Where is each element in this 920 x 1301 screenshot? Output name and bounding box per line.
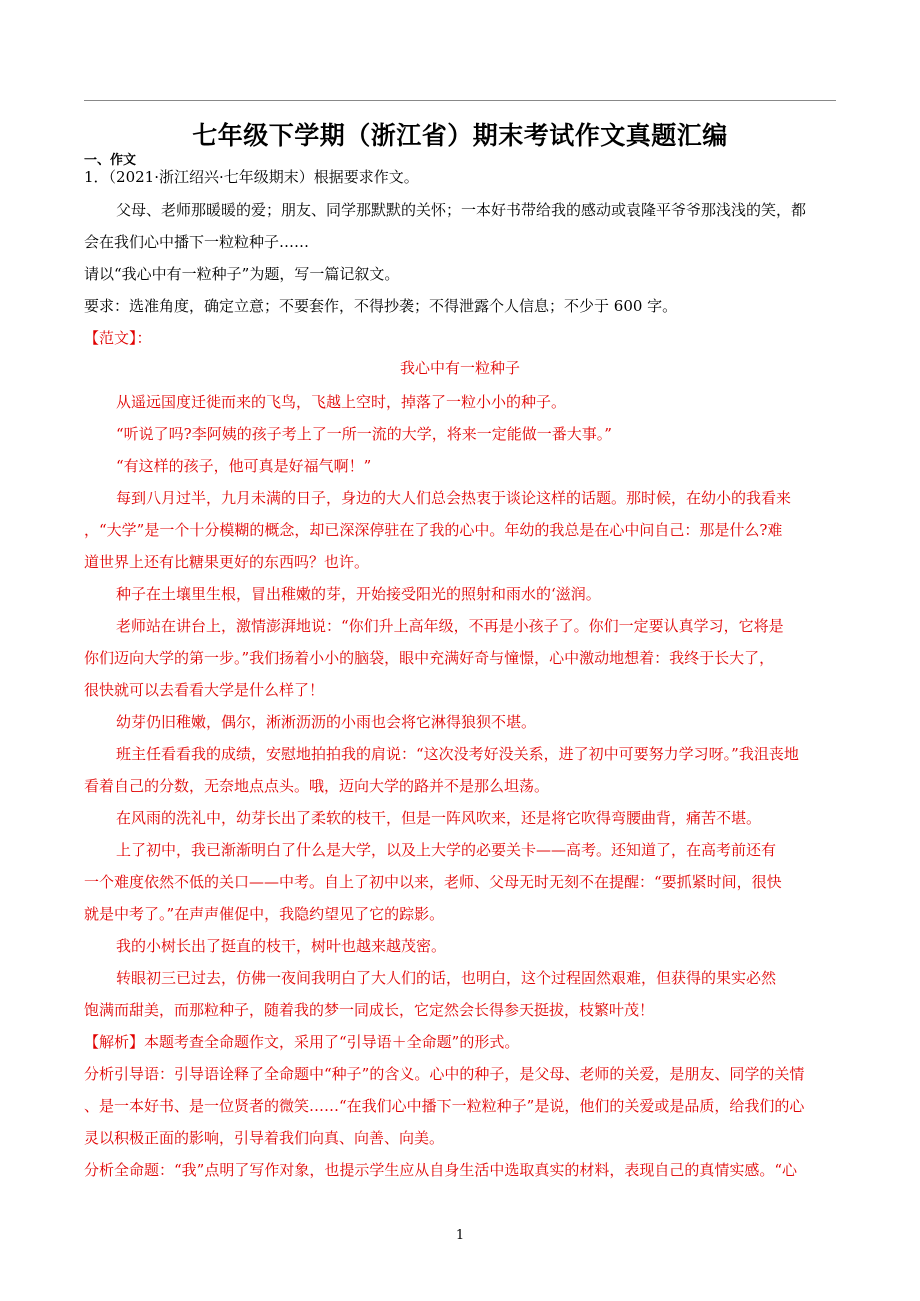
essay-line: 饱满而甜美，而那粒种子，随着我的梦一同成长，它定然会长得参天挺拔，枝繁叶茂！: [84, 1001, 655, 1019]
analysis-line: 灵以积极正面的影响，引导着我们向真、向善、向美。: [84, 1129, 445, 1147]
analysis-line: 【解析】本题考查全命题作文，采用了“引导语＋全命题”的形式。: [84, 1033, 520, 1051]
essay-line: 幼芽仍旧稚嫩，偶尔，淅淅沥沥的小雨也会将它淋得狼狈不堪。: [116, 713, 537, 731]
essay-line: 看着自己的分数，无奈地点点头。哦，迈向大学的路并不是那么坦荡。: [84, 777, 550, 795]
essay-line: “有这样的孩子，他可真是好福气啊！”: [116, 457, 372, 475]
essay-line: 转眼初三已过去，仿佛一夜间我明白了大人们的话，也明白，这个过程固然艰难，但获得的果实必然: [116, 969, 777, 987]
essay-line: 班主任看看我的成绩，安慰地拍拍我的肩说：“这次没考好没关系，进了初中可要努力学习呀。”我沮丧地: [116, 745, 799, 763]
essay-line: 一个难度依然不低的关口——中考。自上了初中以来，老师、父母无时无刻不在提醒：“要抓紧时间，很快: [84, 873, 782, 891]
analysis-line: 、是一本好书、是一位贤者的微笑……“在我们心中播下一粒粒种子”是说，他们的关爱或是品质，给我们的心: [84, 1097, 805, 1115]
page-number: 1: [455, 1228, 465, 1243]
sample-label: 【范文】：: [84, 329, 152, 347]
essay-line: 在风雨的洗礼中，幼芽长出了柔软的枝干，但是一阵风吹来，还是将它吹得弯腰曲背，痛苦不堪。: [116, 809, 762, 827]
prompt-line-1: 父母、老师那暖暖的爱；朋友、同学那默默的关怀；一本好书带给我的感动或袁隆平爷爷那浅浅的笑，都: [116, 201, 807, 219]
essay-line: 我的小树长出了挺直的枝干，树叶也越来越茂密。: [116, 937, 447, 955]
essay-title: 我心中有一粒种子: [399, 359, 520, 377]
essay-line: 你们迈向大学的第一步。”我们扬着小小的脑袋，眼中充满好奇与憧憬，心中激动地想着：我终于长大了，: [84, 649, 775, 667]
essay-line: “听说了吗?李阿姨的孩子考上了一所一流的大学，将来一定能做一番大事。”: [116, 425, 612, 443]
analysis-line: 分析全命题：“我”点明了写作对象，也提示学生应从自身生活中选取真实的材料，表现自己的真情实感。“心: [84, 1161, 798, 1179]
essay-line: 就是中考了。”在声声催促中，我隐约望见了它的踪影。: [84, 905, 445, 923]
section-heading: 一、作文: [84, 153, 137, 168]
instruction: 请以“我心中有一粒种子”为题，写一篇记叙文。: [84, 265, 400, 283]
question-source: 1．（2021·浙江绍兴·七年级期末）根据要求作文。: [84, 168, 419, 186]
analysis-line: 分析引导语：引导语诠释了全命题中“种子”的含义。心中的种子，是父母、老师的关爱，是朋友、同学的关情: [84, 1065, 805, 1083]
essay-line: 老师站在讲台上，激情澎湃地说：“你们升上高年级，不再是小孩子了。你们一定要认真学习，它将是: [116, 617, 784, 635]
requirement: 要求：选准角度，确定立意；不要套作，不得抄袭；不得泄露个人信息；不少于 600 字。: [84, 297, 678, 315]
essay-line: 从遥远国度迁徙而来的飞鸟，飞越上空时，掉落了一粒小小的种子。: [116, 393, 567, 411]
prompt-line-2: 会在我们心中播下一粒粒种子……: [84, 233, 310, 251]
header-rule: [84, 100, 836, 101]
essay-line: 道世界上还有比糖果更好的东西吗？也许。: [84, 553, 370, 571]
essay-line: 上了初中，我已渐渐明白了什么是大学，以及上大学的必要关卡——高考。还知道了，在高考前还有: [116, 841, 777, 859]
page-title: 七年级下学期（浙江省）期末考试作文真题汇编: [192, 121, 728, 150]
essay-line: 种子在土壤里生根，冒出稚嫩的芽，开始接受阳光的照射和雨水的‘滋润。: [116, 585, 601, 603]
essay-line: 每到八月过半，九月未满的日子，身边的大人们总会热衷于谈论这样的话题。那时候，在幼小的我看来: [116, 489, 792, 507]
essay-line: ，“大学”是一个十分模糊的概念，却已深深停驻在了我的心中。年幼的我总是在心中问自己：那是什么?难: [84, 521, 783, 539]
essay-line: 很快就可以去看看大学是什么样了！: [84, 681, 325, 699]
